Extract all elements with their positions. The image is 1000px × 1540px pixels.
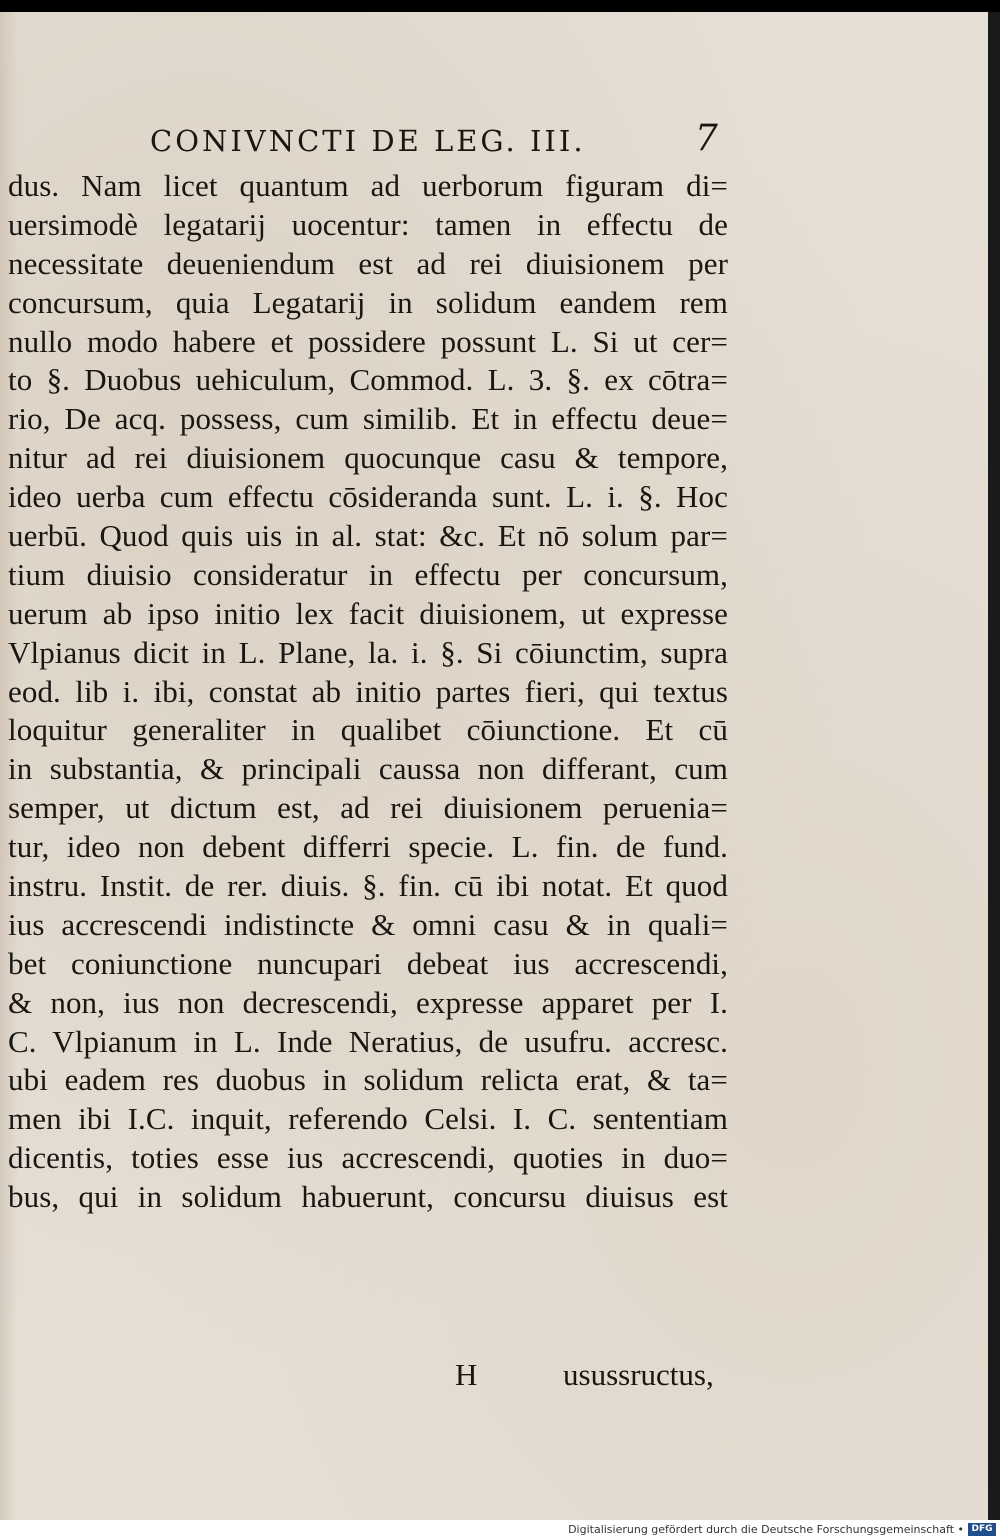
- text-line: concursum, quia Legatarij in solidum eandem rem: [8, 284, 728, 320]
- running-title: CONIVNCTI DE LEG. III.: [150, 124, 586, 158]
- text-line: in substantia, & principali caussa non differant, cum: [8, 751, 728, 787]
- text-line: ideo uerba cum effectu cōsideranda sunt. L. i. §. Hoc: [8, 479, 728, 515]
- body-text: [8, 167, 728, 1392]
- page-edge-shadow: [988, 12, 1000, 1520]
- catchline: [8, 1357, 728, 1397]
- dfg-logo: DFG: [968, 1523, 996, 1536]
- text-line: semper, ut dictum est, ad rei diuisionem peruenia=: [8, 790, 728, 826]
- footer-bar: [0, 1520, 1000, 1540]
- text-line: bus, qui in solidum habuerunt, concursu diuisus est: [8, 1179, 728, 1215]
- text-line: uerbū. Quod quis uis in al. stat: &c. Et nō solum par=: [8, 518, 728, 554]
- catchword: usussructus,: [563, 1357, 714, 1392]
- text-line: necessitate deueniendum est ad rei diuisionem per: [8, 245, 728, 281]
- text-line: nullo modo habere et possidere possunt L. Si ut cer=: [8, 323, 728, 359]
- text-line: eod. lib i. ibi, constat ab initio partes fieri, qui textus: [8, 673, 728, 709]
- text-line: to §. Duobus uehiculum, Commod. L. 3. §. ex cōtra=: [8, 362, 728, 398]
- text-line: instru. Instit. de rer. diuis. §. fin. cū ibi notat. Et quod: [8, 868, 728, 904]
- text-line: tur, ideo non debent differri specie. L. fin. de fund.: [8, 829, 728, 865]
- text-line: Vlpianus dicit in L. Plane, la. i. §. Si cōiunctim, supra: [8, 634, 728, 670]
- text-line: C. Vlpianum in L. Inde Neratius, de usufru. accresc.: [8, 1023, 728, 1059]
- text-line: nitur ad rei diuisionem quocunque casu & tempore,: [8, 440, 728, 476]
- text-line: ubi eadem res duobus in solidum relicta erat, & ta=: [8, 1062, 728, 1098]
- text-line: ius accrescendi indistincte & omni casu & in quali=: [8, 906, 728, 942]
- text-line: men ibi I.C. inquit, referendo Celsi. I. C. sententiam: [8, 1101, 728, 1137]
- folio-number: 7: [695, 118, 718, 159]
- text-line: loquitur generaliter in qualibet cōiunctione. Et cū: [8, 712, 728, 748]
- text-line: tium diuisio consideratur in effectu per concursum,: [8, 556, 728, 592]
- text-line: dicentis, toties esse ius accrescendi, quoties in duo=: [8, 1140, 728, 1176]
- text-line: & non, ius non decrescendi, expresse apparet per I.: [8, 984, 728, 1020]
- book-page: [0, 12, 988, 1520]
- text-line: bet coniunctione nuncupari debeat ius accrescendi,: [8, 945, 728, 981]
- text-line: dus. Nam licet quantum ad uerborum figuram di=: [8, 168, 728, 203]
- funding-credit: Digitalisierung gefördert durch die Deutsche Forschungsgemeinschaft •: [568, 1523, 964, 1536]
- running-head: [150, 120, 910, 162]
- text-line: uersimodè legatarij uocentur: tamen in effectu de: [8, 206, 728, 242]
- text-line: uerum ab ipso initio lex facit diuisionem, ut expresse: [8, 595, 728, 631]
- signature-mark: H: [455, 1357, 478, 1392]
- text-line: rio, De acq. possess, cum similib. Et in effectu deue=: [8, 401, 728, 437]
